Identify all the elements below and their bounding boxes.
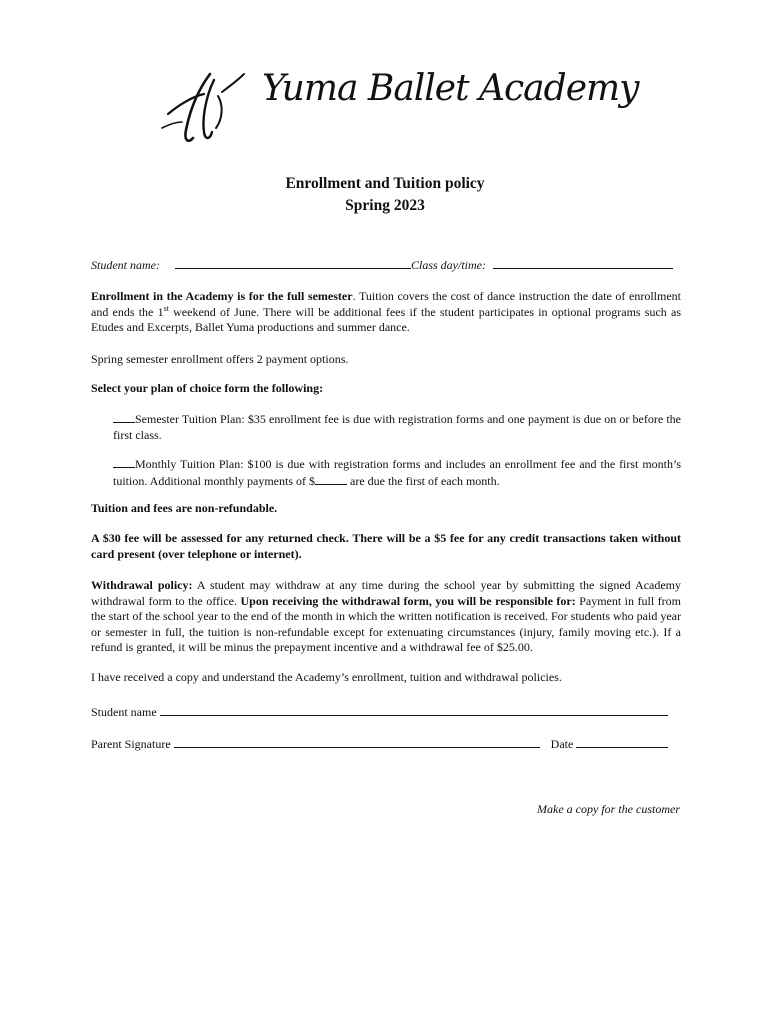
academy-logo-text: Yuma Ballet Academy — [262, 68, 639, 109]
returned-check-notice: A $30 fee will be assessed for any returned check. There will be a $5 fee for any credit transactions taken without card present (over telephone or internet). — [91, 531, 681, 561]
class-daytime-field[interactable] — [493, 257, 673, 269]
non-refundable-notice: Tuition and fees are non-refundable. — [91, 501, 278, 515]
date-field[interactable] — [576, 736, 668, 748]
enrollment-text-b: weekend of June. There will be additional fees if the student participates in optional programs such as Etudes and Excerpts, Ballet Yuma productions and summer dance. — [91, 304, 682, 334]
page-title: Enrollment and Tuition policy — [285, 175, 485, 192]
enrollment-paragraph — [91, 289, 681, 336]
parent-signature-field[interactable] — [174, 736, 540, 748]
payment-options-text: Spring semester enrollment offers 2 payment options. — [91, 352, 349, 366]
parent-signature-line — [91, 736, 668, 752]
withdrawal-responsibility: Upon receiving the withdrawal form, you will be responsible for: — [240, 593, 576, 608]
student-name-field[interactable] — [175, 257, 411, 269]
semester-plan-text: Semester Tuition Plan: $35 enrollment fee is due with registration forms and one payment is due on or before the first class. — [113, 412, 681, 442]
monthly-payment-amount-field[interactable] — [315, 473, 347, 485]
academy-logo — [160, 66, 639, 152]
semester-plan-option — [113, 411, 681, 443]
acknowledgement-text: I have received a copy and understand the Academy’s enrollment, tuition and withdrawal policies. — [91, 670, 562, 684]
student-name-signature-line — [91, 704, 668, 720]
date-label: Date — [550, 737, 574, 751]
withdrawal-text-a: A student may withdraw at any time during the school year by submitting the signed Academy withdrawal form to the office. — [91, 578, 682, 608]
page-subtitle: Spring 2023 — [345, 197, 425, 214]
class-daytime-label: Class day/time: — [410, 258, 486, 272]
monthly-plan-text-b: are due the first of each month. — [347, 473, 500, 488]
withdrawal-text-c: Payment in full from the start of the school year to the end of the month in which the written notification is received. For students who paid year or semester in full, the tuition is non-refundable except for extenuating circumstances (injury, family moving etc.). If a refund is granted, it will be minus the prepayment incentive and a withdrawal fee of $25.00. — [91, 593, 681, 654]
student-name-label: Student name: — [91, 258, 160, 272]
parent-signature-label: Parent Signature — [91, 737, 171, 751]
monthly-plan-checkbox[interactable] — [113, 456, 135, 468]
footer-note: Make a copy for the customer — [537, 802, 680, 816]
student-name-sig-label: Student name — [91, 705, 157, 719]
student-info-line — [91, 257, 673, 273]
monthly-plan-text-a: Monthly Tuition Plan: $100 is due with registration forms and includes an enrollment fee and the first month’s tuition. Additional monthly payments of $ — [113, 457, 681, 488]
semester-plan-checkbox[interactable] — [113, 411, 135, 423]
select-plan-heading: Select your plan of choice form the following: — [91, 381, 324, 395]
enrollment-superscript: st — [163, 303, 169, 313]
ballet-dancer-mark-icon — [160, 66, 250, 150]
enrollment-lead: Enrollment in the Academy is for the full semester — [91, 289, 353, 303]
monthly-plan-option — [113, 456, 681, 489]
enrollment-text-a: . Tuition covers the cost of dance instruction the date of enrollment and ends the 1 — [91, 289, 681, 319]
withdrawal-policy-paragraph — [91, 578, 681, 656]
student-name-sig-field[interactable] — [160, 704, 668, 716]
withdrawal-policy-label: Withdrawal policy: — [91, 578, 193, 592]
